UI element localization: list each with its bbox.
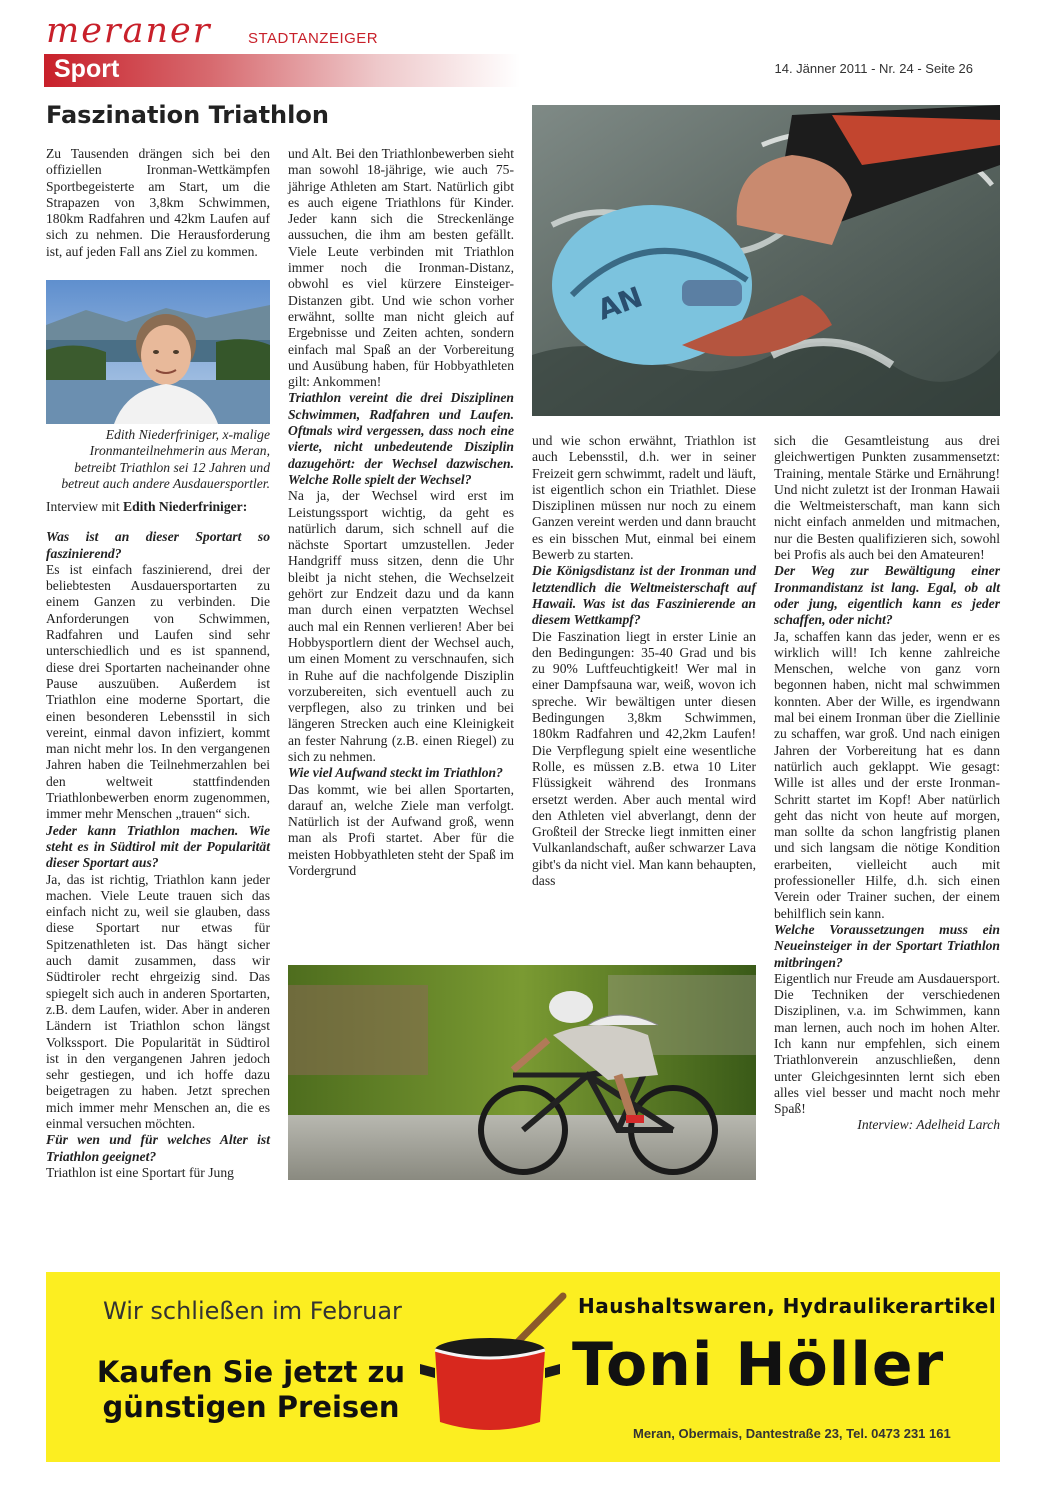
portrait-photo (46, 280, 270, 424)
answer-3-part2: und Alt. Bei den Triathlonbewerben sieht man sowohl 18-jährige, wie auch 75-jährige Athleten am Start. Natürlich gibt es auch eigene Triathlons für Kinder. Jeder kann sich die Streckenlänge aussuchen, die ihm am besten gefällt. Viele Leute verbinden mit Triathlon immer noch die Ironman-Distanz, obwohl es viel kürzere Einsteiger-Distanzen gibt. Und wie schon vorher erwähnt, sollte man nicht gleich auf Ergebnisse und Zeiten achten, sondern einfach mal Spaß an der Vorbereitung und Ausübung haben, für Hobbyathleten gilt: Ankommen! (288, 146, 514, 390)
swim-cap-text: AN (593, 280, 647, 327)
answer-8: Eigentlich nur Freude am Ausdauersport. Die Techniken der verschiedenen Disziplinen, v.a. im Schwimmen, kann man lernen, auch noch im hohen Alter. Ich kann nur empfehlen, sich einem Triathlonverein anzuschließen, denn unter Gleichgesinnten lernt sich eben alles viel besser und macht noch mehr Spaß! (774, 970, 1000, 1117)
question-3: Für wen und für welches Alter ist Triathlon geeignet? (46, 1132, 270, 1164)
interview-credit: Interview: Adelheid Larch (857, 1117, 1000, 1133)
swimmer-illustration (532, 105, 1000, 416)
answer-4: Na ja, der Wechsel wird erst im Leistungssport wichtig, da geht es natürlich darum, sich schnell auf die nächste Sportart umzustellen. Jeder Handgriff muss sitzen, denn die Uhr bleibt ja nicht stehen, die Wechselzeit gehört zur Endzeit dazu und da kann man durch einen verpatzten Wechsel auch mal ein Rennen verlieren! Aber bei Hobbysportlern dient der Wechsel auch, um einen Moment zu verschnaufen, sich in Ruhe auf die nachfolgende Disziplin vorzubereiten, sich eventuell auch zu verpflegen, also zu trinken und bei längeren Strecken auch eine Kleinigkeit an fester Nahrung (z.B. einen Riegel) zu sich zu nehmen. (288, 488, 514, 764)
question-5: Wie viel Aufwand steckt im Triathlon? (288, 765, 503, 781)
question-2: Jeder kann Triathlon machen. Wie steht es in Südtirol mit der Popularität dieser Sportart aus? (46, 822, 270, 871)
answer-3-part1: Triathlon ist eine Sportart für Jung (46, 1164, 234, 1180)
answer-5-part2: und wie schon erwähnt, Triathlon ist auch Lebensstil, d.h. wer in seiner Freizeit gern schwimmt, radelt und läuft, ist eigentlich schon ein Triathlet. Diese Disziplinen müssen nur noch zu einem Ganzen vereint werden und dann braucht es ein bisschen Mut, einmal bei einem Bewerb zu starten. (532, 433, 756, 563)
ad-brand-name: Toni Höller (572, 1330, 945, 1400)
portrait-caption-text: Edith Niederfriniger, x-malige Ironmanteilnehmerin aus Meran, betreibt Triathlon sei 12 Jahren und betreut auch andere Ausdauersportler. (61, 427, 270, 491)
interview-intro (46, 499, 270, 515)
pot-icon (418, 1290, 568, 1445)
column-4 (774, 433, 1000, 1134)
article-headline: Faszination Triathlon (46, 101, 329, 129)
masthead-logo: meraner (46, 11, 212, 51)
ad-closing-notice: Wir schließen im Februar (103, 1297, 402, 1325)
column-3 (532, 433, 756, 889)
dateline: 14. Jänner 2011 - Nr. 24 - Seite 26 (774, 61, 973, 76)
cyclist-illustration (288, 965, 756, 1180)
column-2 (288, 146, 514, 879)
portrait-illustration (46, 280, 270, 424)
intro-paragraph: Zu Tausenden drängen sich bei den offiziellen Ironman-Wettkämpfen Sportbegeisterte am Start, um die Strapazen von 3,8km Schwimmen, 180km Radfahren und 42km Laufen auf sich zu nehmen. Die Herausforderung ist, auf jeden Fall ans Ziel zu kommen. (46, 146, 270, 259)
ad-slogan: Kaufen Sie jetzt zu günstigen Preisen (96, 1355, 406, 1424)
column-1-top (46, 146, 270, 260)
ad-address: Meran, Obermais, Dantestraße 23, Tel. 0473 231 161 (633, 1426, 951, 1441)
column-1-main (46, 499, 270, 1181)
interview-prefix: Interview mit (46, 499, 124, 514)
masthead-subtitle: STADTANZEIGER (248, 30, 379, 47)
interviewee-name: Edith Niederfriniger: (123, 499, 248, 514)
ad-product-line: Haushaltswaren, Hydraulikerartikel (578, 1294, 997, 1318)
answer-5-part1: Das kommt, wie bei allen Sportarten, darauf an, welche Ziele man verfolgt. Natürlich ist der Aufwand groß, wenn man als Profi startet. Aber für die meisten Hobbyathleten steht der Spaß im Vordergrund (288, 781, 514, 879)
answer-6: Die Faszination liegt in erster Linie an den Bedingungen: 35-40 Grad und bis zu 90% Luftfeuchtigkeit! Wer mal in einer Dampfsauna war, weiß, wovon ich spreche. Wir bewältigen unter diesen Bedingungen 3,8km Schwimmen, 180km Radfahren und 42,2km Laufen! Die Verpflegung spielt eine wesentliche Rolle, es müssen z.B. etwa 10 Liter Flüssigkeit während des Ironmans ersetzt werden. Aber auch mental wird den Athleten viel abverlangt, denn der Großteil der Strecke liegt inmitten einer Vulkanlandschaft, außer schwarzer Lava gibt's da nicht viel. Man kann behaupten, dass (532, 628, 756, 889)
section-label: Sport (54, 55, 120, 83)
portrait-caption (46, 427, 270, 492)
question-6: Die Königsdistanz ist der Ironman und letztendlich die Weltmeisterschaft auf Hawaii. Was ist das Faszinierende an diesem Wettkampf? (532, 563, 756, 628)
cyclist-photo (288, 965, 756, 1180)
swimmer-photo (532, 105, 1000, 416)
answer-7: Ja, schaffen kann das jeder, wenn er es wirklich will! Ich kenne zahlreiche Menschen, welche von ganz vorn begonnen haben, nicht mal schwimmen konnten. Aber der Wille, es irgendwann mal bei einem Ironman über die Ziellinie zu schaffen, war groß. Und nach einigen Jahren der Vorbereitung hat es dann natürlich auch geklappt. Wie gesagt: Wille ist alles und der erste Ironman-Schritt startet im Kopf! Aber natürlich geht das nicht von heute auf morgen, man sollte da schon langfristig planen und sich langsam die nötige Kondition erarbeiten, vielleicht auch mit professioneller Hilfe, d.h. sich einen Verein oder Trainer suchen, der einem behilflich sein kann. (774, 628, 1000, 921)
question-4: Triathlon vereint die drei Disziplinen Schwimmen, Radfahren und Laufen. Oftmals wird vergessen, dass noch eine vierte, nicht unbedeutende Disziplin dazugehört: der Wechsel dazwischen. Welche Rolle spielt der Wechsel? (288, 390, 514, 487)
answer-6-part2: sich die Gesamtleistung aus drei gleichwertigen Punkten zusammensetzt: Training, mentale Stärke und Ernährung! Und nicht zuletzt ist der Ironman Hawaii die Weltmeisterschaft, man kann sich nicht einfach anmelden und mitmachen, nur die Besten qualifizieren sich, sowohl bei Profis als auch bei den Amateuren! (774, 433, 1000, 563)
question-8: Welche Voraussetzungen muss ein Neueinsteiger in der Sportart Triathlon mitbringen? (774, 921, 1000, 970)
answer-1: Es ist einfach faszinierend, drei der beliebtesten Ausdauersportarten zu einem Ganzen zu verbinden. Die Anforderungen von Schwimmen, Radfahren und Laufen sind sehr unterschiedlich und es ist spannend, diese drei Sportarten nacheinander ohne Pause auszuüben. Außerdem ist Triathlon eine moderne Sportart, die einen besonderen Lebensstil in sich vereint, einmal davon infiziert, kommt man nicht mehr los. In den vergangenen Jahren haben die Teilnehmerzahlen bei den weltweit stattfindenden Triathlonbewerben enorm zugenommen, immer mehr Menschen „trauen“ sich. (46, 561, 270, 822)
question-1: Was ist an dieser Sportart so faszinierend? (46, 529, 270, 561)
answer-2: Ja, das ist richtig, Triathlon kann jeder machen. Viele Leute trauen sich das einfach nicht zu, weil sie glauben, dass diese Sportart nur etwas für Spitzenathleten ist. Das hängt sicher auch damit zusammen, dass wir Südtiroler recht ehrgeizig sind. Das spiegelt sich auch in anderen Sportarten, z.B. dem Laufen, wider. Aber in anderen Ländern ist Triathlon schon längst Volkssport. Die Popularität in Südtirol ist in den vergangenen Jahren jedoch sehr gestiegen, und ich hoffe dazu beigetragen zu haben. Jetzt sprechen mich immer mehr Menschen an, die es einmal versuchen möchten. (46, 871, 270, 1131)
question-7: Der Weg zur Bewältigung einer Ironmandistanz ist lang. Egal, ob alt oder jung, eigentlich kann es jeder schaffen, oder nicht? (774, 563, 1000, 628)
